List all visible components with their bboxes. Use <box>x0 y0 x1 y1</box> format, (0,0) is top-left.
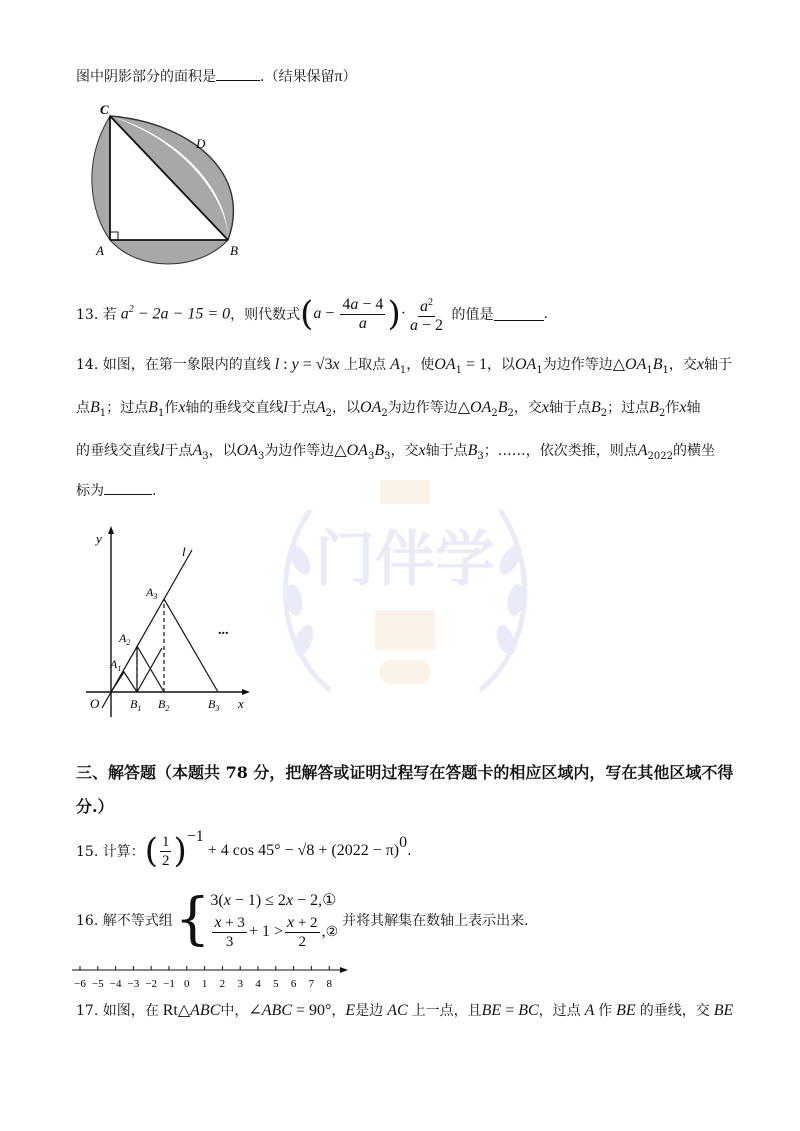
svg-text:门伴学: 门伴学 <box>315 527 495 593</box>
equation-a: $a^2 - 2a - 15 = 0$ <box>116 304 231 323</box>
answer-blank <box>104 482 152 495</box>
watermark-logo <box>270 460 540 720</box>
section-3-heading-line2: 分.） <box>76 797 114 816</box>
number-line-label: 3 <box>237 978 243 990</box>
q12-figure <box>78 102 258 272</box>
q15-text: 15. 计算： ( $\frac{1}{2}$ ) $^{-1}$ + 4 cos 45° − √8 + (2022 − π) $^0$ . <box>76 828 412 871</box>
label-A3: $A_3$ <box>146 585 158 601</box>
number-line-label: −5 <box>91 978 104 990</box>
label-B2: $B_2$ <box>158 697 170 713</box>
number-line-label: −3 <box>127 978 140 990</box>
section-3-heading-line1: 三、解答题（本题共 78 分，把解答或证明过程写在答题卡的相应区域内，写在其他区域不得 <box>76 763 734 782</box>
q16-text: 16. 解不等式组 { 3(x − 1) ≤ 2x − 2,① $\frac{x + 3}{3}$ + 1 > $\frac{x + 2}{2}$ , ② 并将其解集在数轴上表示出来. <box>76 887 529 952</box>
label-C: C <box>100 102 109 117</box>
label-ellipsis: ... <box>218 623 229 638</box>
q12-text: 图中阴影部分的面积是 .（结果保留π） <box>76 68 357 85</box>
q14-figure <box>84 522 264 722</box>
number-line-label: −1 <box>163 978 175 990</box>
number-line-label: 8 <box>326 978 332 990</box>
label-A: A <box>96 243 104 258</box>
q13-text: 13. 若 $a^2 - 2a - 15 = 0$ ，则代数式 ( a − $\frac{4a - 4}{a}$ ) · $\frac{a^2}{a - 2}$ 的值是 . <box>76 294 548 334</box>
q17-text: 17. 如图，在 Rt△ABC中，∠ABC = 90°，E是边 AC 上一点，且BE = BC，过点 A 作 BE 的垂线，交 BE <box>76 1002 734 1019</box>
number-line-label: −6 <box>74 978 86 990</box>
number-line-label: 1 <box>201 978 208 990</box>
number-line-label: 7 <box>308 978 315 990</box>
number-line-label: 4 <box>255 978 261 990</box>
label-A2: $A_2$ <box>119 631 131 647</box>
label-O: O <box>90 696 100 711</box>
label-x: x <box>238 696 244 711</box>
label-l: l <box>182 544 186 559</box>
label-B1: $B_1$ <box>130 697 142 713</box>
number-line-label: −2 <box>145 978 158 990</box>
number-line <box>70 960 360 992</box>
q14-line-4: 标为 . <box>76 483 157 499</box>
number-line-label: 5 <box>273 978 279 990</box>
q14-line-2: 点$B_1$；过点$B_1$作x轴的垂线交直线l于点$A_2$，以$OA_2$为边作等边$\triangle OA_2B_2$，交x轴于点$B_2$；过点$B_2$作x轴 <box>76 399 701 419</box>
label-y: y <box>96 531 102 546</box>
answer-blank <box>494 308 544 321</box>
q14-line-3: 的垂线交直线l于点$A_3$，以$OA_3$为边作等边$\triangle OA_3B_3$，交x轴于点$B_3$；……，依次类推，则点$A_{2022}$的横坐 <box>76 442 715 462</box>
label-A1: $A_1$ <box>110 657 122 673</box>
label-B: B <box>230 243 238 258</box>
q14-line-1: 14. 如图，在第一象限内的直线 l : y = √3x 上取点 $A_1$，使$OA_1 = 1$，以$OA_1$为边作等边$\triangle OA_1B_1$，交x轴于 <box>76 356 732 376</box>
label-D: D <box>196 136 206 151</box>
label-B3: $B_3$ <box>208 697 220 713</box>
number-line-label: 6 <box>290 978 297 990</box>
answer-blank <box>216 68 260 81</box>
number-line-label: 0 <box>184 978 190 990</box>
number-line-label: 2 <box>219 978 226 990</box>
number-line-label: −4 <box>109 978 122 990</box>
